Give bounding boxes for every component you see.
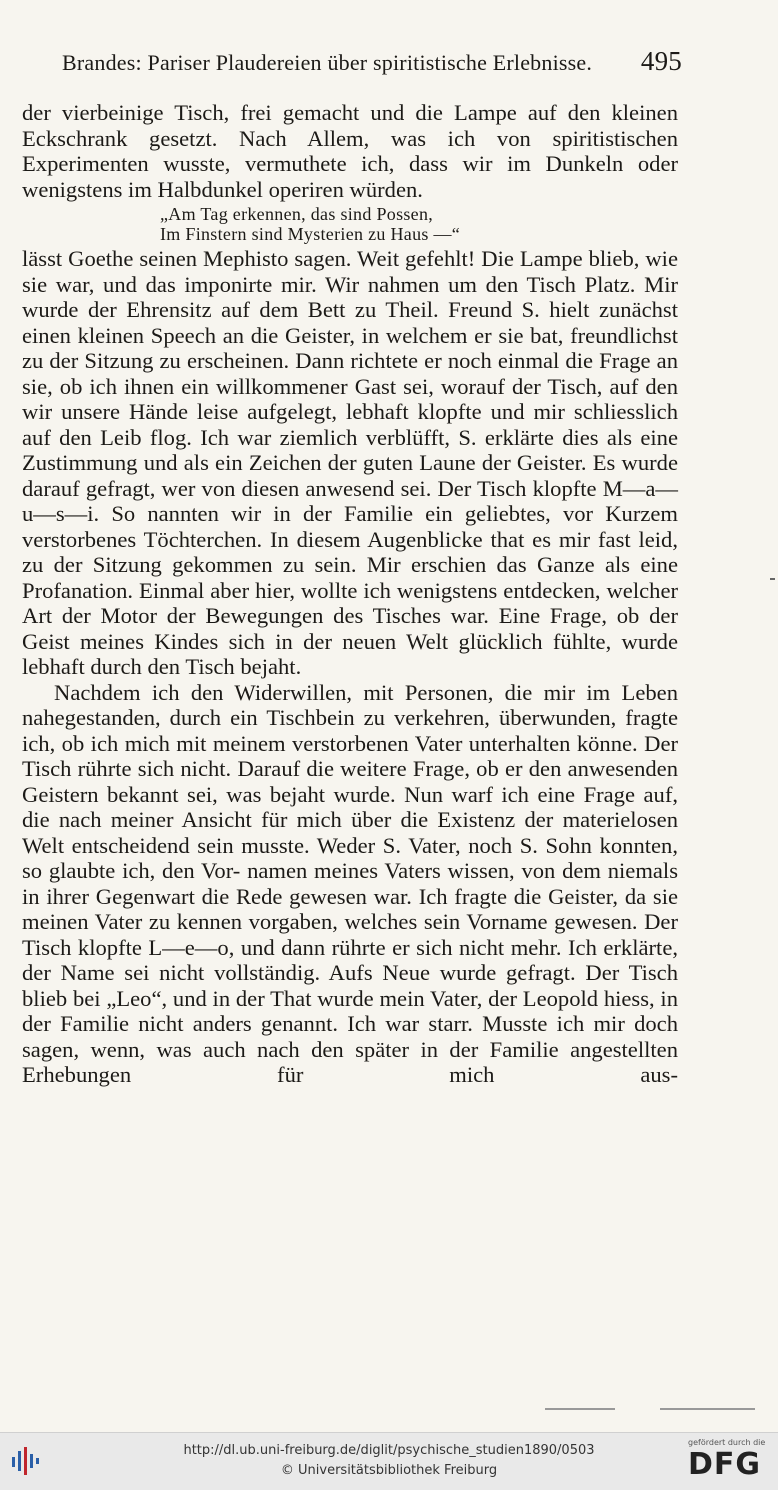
text-line: S. Vater, noch S. Sohn konnten, so glaubte ich, den Vor- (22, 832, 678, 883)
text-line: war ziemlich verblüfft, S. erklärte dies als eine Zustimmung (22, 424, 678, 475)
text-line: bekannt sei, was bejaht wurde. Nun warf ich eine Frage (107, 781, 636, 807)
page-number: 495 (640, 46, 682, 76)
copyright-notice: © Universitätsbibliothek Freiburg (280, 1463, 498, 1478)
text-line: an die Geister, in welchem er sie bat, freundlichst zu der (22, 322, 678, 373)
text-line: klopfte M—a—u—s—i. So nannten wir in der Familie ein (22, 475, 678, 526)
text-line: Frage an sie, ob ich ihnen ein willkommener Gast sei, (22, 348, 679, 399)
text-line: Augenblicke that es mir fast leid, zu der Sitzung gekommen (22, 526, 678, 577)
text-line: zu Theil. Freund S. hielt zunächst einen kleinen Speech (22, 297, 678, 348)
margin-mark (770, 578, 775, 580)
text-line: Sitzung zu erscheinen. Dann richtete er noch einmal die (84, 348, 594, 373)
text-line: kleinen Eckschrank gesetzt. Nach Allem, was ich von (22, 100, 678, 151)
text-line: lässt Goethe seinen Mephisto sagen. Weit gefehlt! Die Lampe (22, 246, 583, 271)
text-line: Gegenwart die Rede gewesen war. Ich fragte die Geister, (95, 883, 619, 909)
text-line: spiritistischen Experimenten wusste, vermuthete ich, dass (22, 125, 678, 176)
dfg-logo: DFG (688, 1447, 762, 1482)
goethe-quote (160, 204, 678, 244)
funded-by-label: gefördert durch die (688, 1438, 766, 1447)
paragraph-2 (22, 246, 678, 680)
text-line: den Tisch Platz. Mir wurde der Ehrensitz auf dem Bett (22, 271, 678, 322)
text-line: auf, die nach meiner Ansicht für mich über die Existenz (22, 781, 678, 832)
text-line: Vorname gewesen. Der Tisch klopfte L—e—o, und dann (22, 909, 678, 960)
scan-artifact-line (545, 1408, 615, 1410)
text-line: bei „Leo“, und in der That wurde mein Vater, der Leopold (72, 985, 599, 1011)
text-line: Darauf die weitere Frage, ob er den anwesenden Geistern (22, 756, 679, 807)
text-line: Musste ich mir doch sagen, wenn, was auch nach den später (22, 1011, 678, 1062)
quote-line-1: „Am Tag erkennen, das sind Possen, (160, 204, 434, 224)
text-line: vollständig. Aufs Neue wurde gefragt. Der Tisch blieb (22, 960, 678, 1011)
text-line: und als ein Zeichen der guten Laune der Geister. Es wurde (143, 450, 678, 475)
running-title: Brandes: Pariser Plaudereien über spiritistische Erlebnisse. (62, 50, 593, 75)
text-line: Einmal aber hier, wollte ich wenigstens entdecken, welcher (139, 577, 678, 603)
text-line: Art der Motor der Bewegungen des Tisches war. Eine (22, 603, 541, 628)
quote-line-2: Im Finstern sind Mysterien zu Haus —“ (160, 224, 461, 244)
page-url-link[interactable]: http://dl.ub.uni-freiburg.de/diglit/psychische_studien1890/0503 (183, 1443, 595, 1458)
text-line: hiess, in der Familie nicht anders genannt. Ich war starr. (22, 985, 678, 1036)
text-line: lebhaft klopfte und mir schliesslich auf den Leib flog. Ich (22, 399, 678, 450)
text-line: namen meines Vaters wissen, von dem niemals in ihrer (22, 858, 678, 909)
text-line: rührte er sich nicht mehr. Ich erklärte, der Name sei nicht (22, 934, 678, 985)
text-line: geliebtes, vor Kurzem verstorbenes Töchterchen. In diesem (22, 501, 678, 552)
text-line: in der Familie angestellten Erhebungen für mich aus- (22, 1036, 678, 1087)
text-line: da sie meinen Vater zu kennen vorgaben, welches sein (22, 883, 679, 934)
viewer-footer (0, 1432, 778, 1490)
text-line: zu sein. Mir erschien das Ganze als eine Profanation. (22, 552, 678, 603)
text-line: Nachdem ich den Widerwillen, mit Personen, die mir (54, 679, 576, 705)
text-line: blieb, wie sie war, und das imponirte mir. Wir nahmen um (22, 246, 678, 297)
scan-artifact-line (660, 1408, 755, 1410)
text-line: wir im Dunkeln oder wenigstens im Halbdunkel operiren (22, 151, 679, 202)
body-text (22, 100, 678, 1088)
text-line: überwunden, fragte ich, ob ich mich mit meinem verstorbenen (22, 705, 678, 756)
text-line: glücklich fühlte, wurde lebhaft durch den Tisch bejaht. (22, 628, 678, 679)
text-line: der materielosen Welt entscheidend sein musste. Weder (22, 807, 678, 858)
paragraph-3 (22, 680, 678, 1088)
running-header (62, 46, 682, 80)
text-line: darauf gefragt, wer von diesen anwesend sei. Der Tisch (22, 475, 527, 501)
text-line: der vierbeinige Tisch, frei gemacht und die Lampe auf den (22, 100, 601, 125)
text-line: worauf der Tisch, auf den wir unsere Hände leise aufgelegt, (22, 373, 678, 424)
text-line: Vater unterhalten könne. Der Tisch rührte sich nicht. (22, 730, 678, 781)
paragraph-1 (22, 100, 678, 202)
text-line: Frage, ob der Geist meines Kindes sich in der neuen Welt (22, 603, 678, 654)
text-line: im Leben nahegestanden, durch ein Tischbein zu verkehren, (22, 679, 678, 730)
text-line: würden. (349, 176, 423, 202)
